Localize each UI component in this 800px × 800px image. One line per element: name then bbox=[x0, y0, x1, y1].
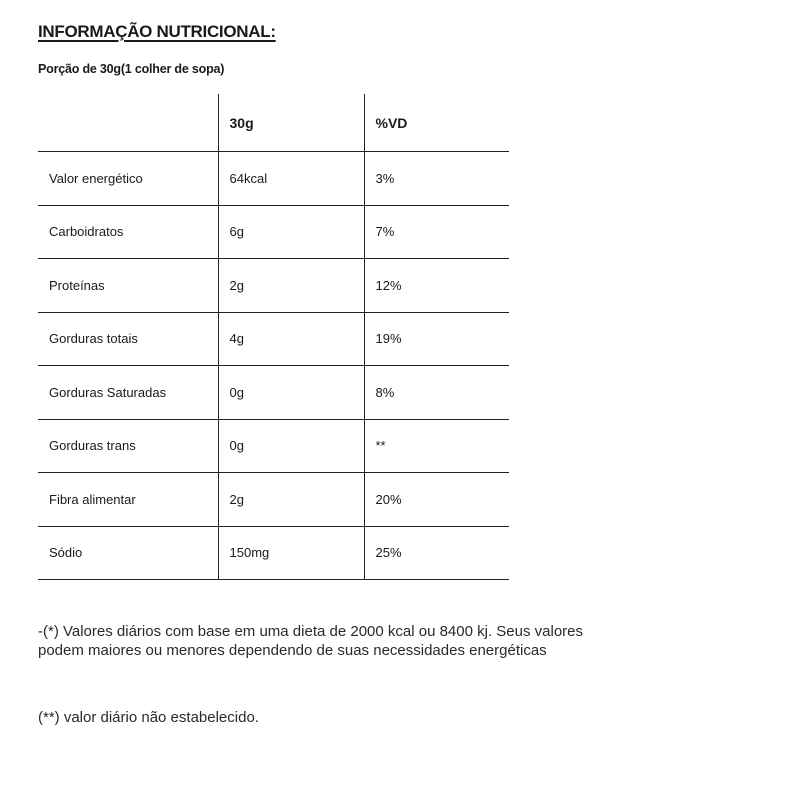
table-row bbox=[38, 259, 509, 313]
table-row bbox=[38, 473, 509, 527]
nutrient-vd: ** bbox=[364, 419, 509, 473]
nutrient-vd: 19% bbox=[364, 312, 509, 366]
nutrient-amount: 4g bbox=[218, 312, 364, 366]
nutrient-vd: 8% bbox=[364, 366, 509, 420]
nutrient-vd: 25% bbox=[364, 526, 509, 580]
nutrient-name: Gorduras trans bbox=[38, 419, 218, 473]
portion-size: Porção de 30g(1 colher de sopa) bbox=[38, 62, 225, 76]
table-row bbox=[38, 419, 509, 473]
nutrient-name: Proteínas bbox=[38, 259, 218, 313]
nutrient-amount: 0g bbox=[218, 366, 364, 420]
footnote-daily-values: -(*) Valores diários com base em uma dieta de 2000 kcal ou 8400 kj. Seus valores podem maiores ou menores dependendo de suas necessidades energéticas bbox=[38, 623, 584, 659]
nutrient-amount: 0g bbox=[218, 419, 364, 473]
nutrient-vd: 20% bbox=[364, 473, 509, 527]
nutrient-name: Carboidratos bbox=[38, 205, 218, 259]
table-row bbox=[38, 205, 509, 259]
footnote-not-established: (**) valor diário não estabelecido. bbox=[38, 709, 259, 726]
nutrient-amount: 64kcal bbox=[218, 152, 364, 206]
nutrient-name: Gorduras Saturadas bbox=[38, 366, 218, 420]
nutrient-vd: 7% bbox=[364, 205, 509, 259]
page-title: INFORMAÇÃO NUTRICIONAL: bbox=[38, 22, 276, 41]
nutrient-amount: 2g bbox=[218, 473, 364, 527]
table-header-row bbox=[38, 94, 509, 152]
nutrient-name: Sódio bbox=[38, 526, 218, 580]
table-row bbox=[38, 526, 509, 580]
header-vd: %VD bbox=[364, 94, 509, 152]
nutrient-name: Fibra alimentar bbox=[38, 473, 218, 527]
table-row bbox=[38, 312, 509, 366]
nutrition-table bbox=[38, 94, 509, 580]
header-nutrient bbox=[38, 94, 218, 152]
nutrient-amount: 150mg bbox=[218, 526, 364, 580]
nutrient-amount: 6g bbox=[218, 205, 364, 259]
nutrient-vd: 12% bbox=[364, 259, 509, 313]
nutrient-name: Valor energético bbox=[38, 152, 218, 206]
header-amount: 30g bbox=[218, 94, 364, 152]
nutrient-amount: 2g bbox=[218, 259, 364, 313]
nutrient-vd: 3% bbox=[364, 152, 509, 206]
nutrient-name: Gorduras totais bbox=[38, 312, 218, 366]
table-row bbox=[38, 152, 509, 206]
table-row bbox=[38, 366, 509, 420]
